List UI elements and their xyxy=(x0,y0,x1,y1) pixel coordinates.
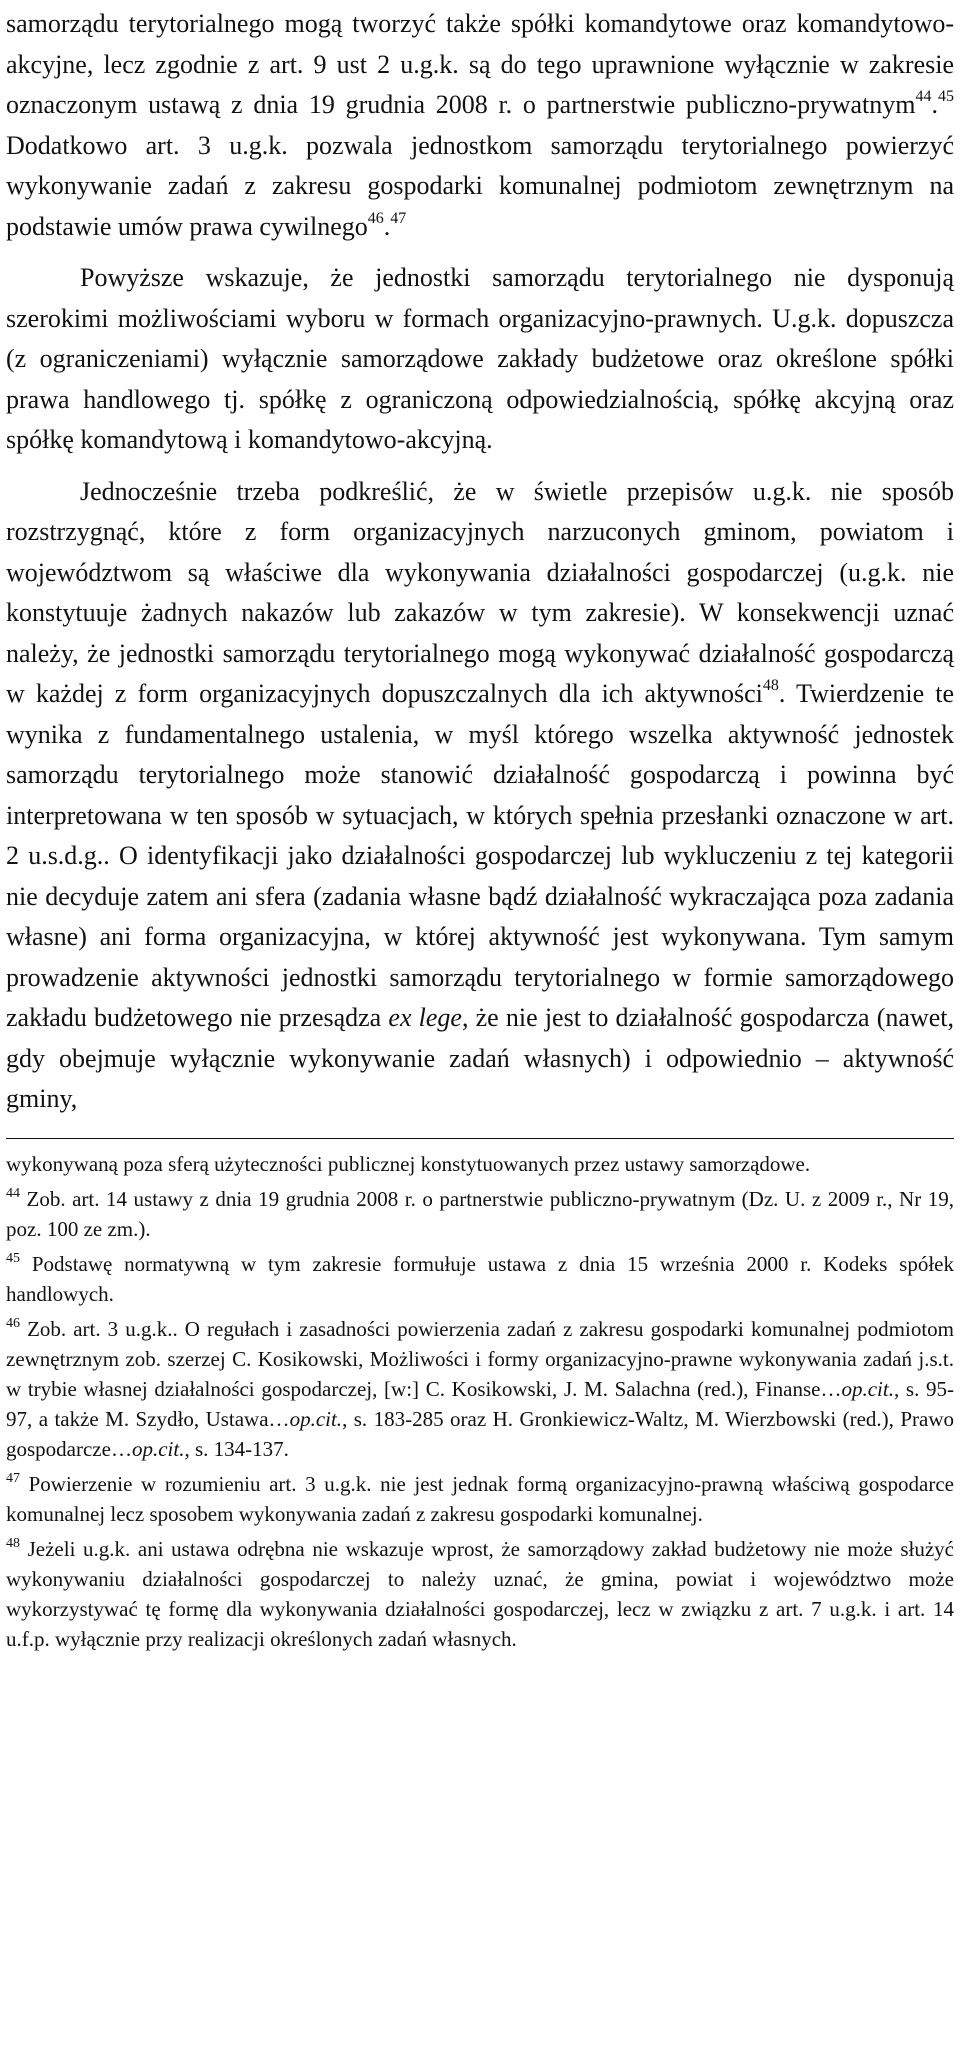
paragraph-2: Powyższe wskazuje, że jednostki samorządu terytorialnego nie dysponują szerokimi możliwościami wyboru w formach organizacyjno-prawnych. U.g.k. dopuszcza (z ograniczeniami) wyłącznie samorządowe zakłady budżetowe oraz określone spółki prawa handlowego tj. spółkę z ograniczoną odpowiedzialnością, spółkę akcyjną oraz spółkę komandytową i komandytowo-akcyjną. xyxy=(6,263,954,454)
footnote-ref-44[interactable]: 44 xyxy=(915,88,932,106)
footnote-47: $^{47}$ Powierzenie w rozumieniu art. 3 u.g.k. nie jest jednak formą organizacyjno-prawną właściwą gospodarce komunalnej lecz sposobem wykonywania zadań z zakresu gospodarki komunalnej. xyxy=(6,1470,954,1526)
main-text xyxy=(6,4,954,1120)
footnote-ref-47[interactable]: 47 xyxy=(390,209,407,227)
footnote-45: $^{45}$ Podstawę normatywną w tym zakresie formułuje ustawa z dnia 15 września 2000 r. Kodeks spółek handlowych. xyxy=(6,1250,954,1306)
footnote-48: $^{48}$ Jeżeli u.g.k. ani ustawa odrębna nie wskazuje wprost, że samorządowy zakład budżetowy nie może służyć wykonywaniu działalności gospodarczej to należy uznać, że gmina, powiat i województwo może wykorzystywać tę formę dla wykonywania działalności gospodarczej, lecz w związku z art. 7 u.g.k. i art. 14 u.f.p. wyłącznie przy realizacji określonych zadań własnych. xyxy=(6,1535,954,1651)
footnote-number: 44 xyxy=(6,1185,20,1201)
footnote-number: 47 xyxy=(6,1470,20,1486)
paragraph-1: samorządu terytorialnego mogą tworzyć także spółki komandytowe oraz komandytowo-akcyjne, lecz zgodnie z art. 9 ust 2 u.g.k. są do tego uprawnione wyłącznie w zakresie oznaczonym ustawą z dnia 19 grudnia 2008 r. o partnerstwie publiczno-prywatnym$^{44}$.$^{45}$ Dodatkowo art. 3 u.g.k. pozwala jednostkom samorządu terytorialnego powierzyć wykonywanie zadań z zakresu gospodarki komunalnej podmiotom zewnętrznym na podstawie umów prawa cywilnego$^{46}$.$^{47}$ xyxy=(6,9,954,241)
footnote-44: $^{44}$ Zob. art. 14 ustawy z dnia 19 grudnia 2008 r. o partnerstwie publiczno-prywatnym (Dz. U. z 2009 r., Nr 19, poz. 100 ze zm.). xyxy=(6,1185,954,1241)
footnote-number: 45 xyxy=(6,1250,20,1266)
footnote-number: 48 xyxy=(6,1535,20,1551)
footnote-ref-46[interactable]: 46 xyxy=(367,209,384,227)
footnote-continuation: wykonywaną poza sferą użyteczności publicznej konstytuowanych przez ustawy samorządowe. xyxy=(6,1151,811,1176)
footnotes xyxy=(6,1149,954,1654)
footnote-46: $^{46}$ Zob. art. 3 u.g.k.. O regułach i zasadności powierzenia zadań z zakresu gospodarki komunalnej podmiotom zewnętrznym zob. szerzej C. Kosikowski, Możliwości i formy organizacyjno-prawne wykonywania zadań j.s.t. w trybie własnej działalności gospodarczej, [w:] C. Kosikowski, J. M. Salachna (red.), Finanse…op.cit., s. 95-97, a także M. Szydło, Ustawa…op.cit., s. 183-285 oraz H. Gronkiewicz-Waltz, M. Wierzbowski (red.), Prawo gospodarcze…op.cit., s. 134-137. xyxy=(6,1315,955,1461)
footnote-ref-48[interactable]: 48 xyxy=(762,677,779,695)
paragraph-3: Jednocześnie trzeba podkreślić, że w świetle przepisów u.g.k. nie sposób rozstrzygnąć, które z form organizacyjnych narzuconych gminom, powiatom i województwom są właściwe dla wykonywania działalności gospodarczej (u.g.k. nie konstytuuje żadnych nakazów lub zakazów w tym zakresie). W konsekwencji uznać należy, że jednostki samorządu terytorialnego mogą wykonywać działalność gospodarczą w każdej z form organizacyjnych dopuszczalnych dla ich aktywności$^{48}$. Twierdzenie te wynika z fundamentalnego ustalenia, w myśl którego wszelka aktywność jednostek samorządu terytorialnego może stanowić działalność gospodarczą i powinna być interpretowana w ten sposób w sytuacjach, w których spełnia przesłanki oznaczone w art. 2 u.s.d.g.. O identyfikacji jako działalności gospodarczej lub wykluczeniu z tej kategorii nie decyduje zatem ani sfera (zadania własne bądź działalność wykraczająca poza zadania własne) ani forma organizacyjna, w której aktywność jest wykonywana. Tym samym prowadzenie aktywności jednostki samorządu terytorialnego w formie samorządowego zakładu budżetowego nie przesądza ex lege, że nie jest to działalność gospodarcza (nawet, gdy obejmuje wyłącznie wykonywanie zadań własnych) i odpowiednio – aktywność gminy, xyxy=(6,476,955,1113)
footnote-ref-45[interactable]: 45 xyxy=(938,88,954,106)
footnote-number: 46 xyxy=(6,1315,20,1331)
footnote-separator xyxy=(6,1138,954,1139)
